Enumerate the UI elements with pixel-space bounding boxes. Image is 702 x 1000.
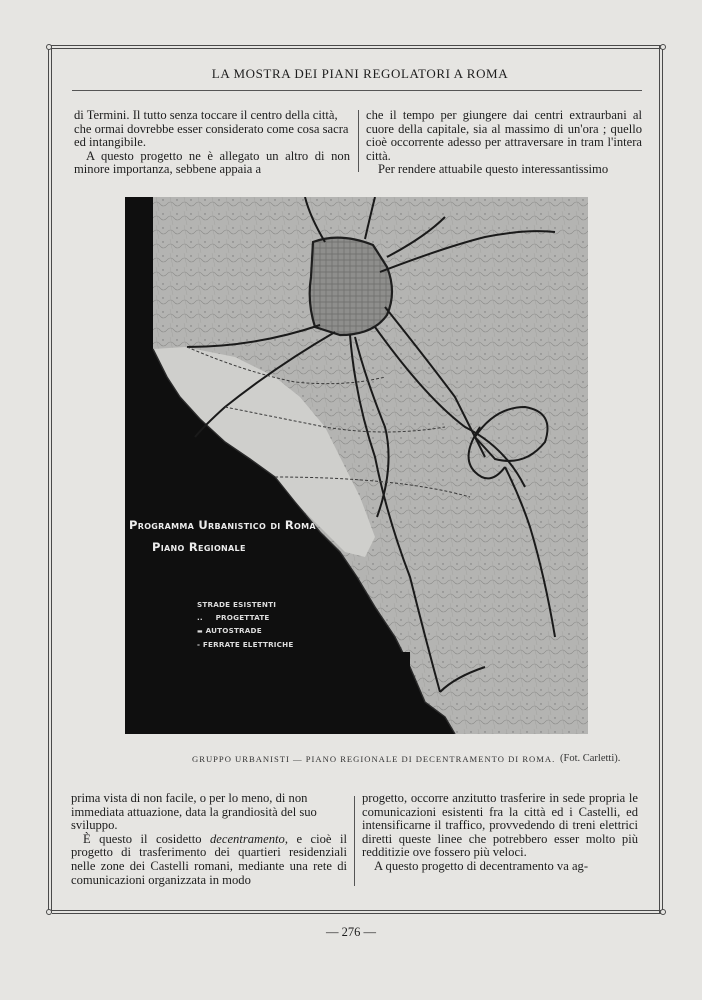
paragraph: che il tempo per giungere dai centri extraurbani al cuore della capitale, sia al massimo di un'ora ; quello cioè occorrente adesso per attraversare in tram l'intera città.	[366, 108, 642, 163]
top-left-column	[74, 109, 350, 177]
frame-bottom-rule	[52, 910, 662, 911]
bottom-right-column	[362, 792, 638, 874]
text-run: È questo il cosidetto	[83, 831, 210, 846]
photo-credit: (Fot. Carletti).	[560, 753, 621, 764]
legend-item-existing-roads	[197, 600, 276, 609]
paragraph: progetto, occorre anzitutto trasferire in sede propria le comunicazioni esistenti fra la città ed i Castelli, ed intensificarne il traffico, provvedendo di treni elettrici diretti queste linee che potrebbero esser molto più redditizie ove fossero più veloci.	[362, 791, 638, 860]
regional-plan-map	[125, 197, 588, 734]
legend-label: FERRATE ELETTRICHE	[202, 640, 294, 649]
paragraph: di Termini. Il tutto senza toccare il centro della città, che ormai dovrebbe esser considerato come cosa sacra ed intangibile.	[74, 108, 349, 150]
header-rule	[72, 90, 642, 91]
legend-label: AUTOSTRADE	[205, 626, 262, 635]
italic-term: decentramento	[209, 831, 285, 846]
frame-corner-ornament	[46, 44, 52, 50]
paragraph: Per rendere attuabile questo interessantissimo	[378, 162, 609, 177]
legend-item-planned-roads	[197, 613, 270, 622]
bottom-left-column	[71, 792, 347, 887]
column-rule	[358, 110, 359, 172]
column-rule	[354, 796, 355, 886]
paragraph: prima vista di non facile, o per lo meno, di non immediata attuazione, data la grandiosità del suo sviluppo.	[71, 791, 317, 833]
map-title: Programma Urbanistico di Roma	[129, 518, 316, 532]
legend-marker: -	[197, 640, 201, 649]
page-number: — 276 —	[326, 925, 376, 939]
legend-label: STRADE ESISTENTI	[197, 600, 277, 609]
frame-top-rule-inner	[52, 48, 662, 49]
frame-top-rule	[52, 45, 662, 46]
map-drawing	[125, 197, 588, 734]
frame-right-rule-inner	[659, 45, 660, 913]
frame-left-rule-inner	[51, 45, 52, 913]
frame-corner-ornament	[660, 44, 666, 50]
frame-left-rule	[48, 45, 49, 913]
paragraph: A questo progetto ne è allegato un altro di non minore importanza, sebbene appaia a	[74, 148, 350, 177]
frame-bottom-rule-inner	[52, 913, 662, 914]
legend-label: PROGETTATE	[215, 613, 270, 622]
legend-marker: ..	[197, 613, 203, 622]
running-header: LA MOSTRA DEI PIANI REGOLATORI A ROMA	[211, 66, 509, 81]
top-right-column	[366, 109, 642, 177]
paragraph	[71, 833, 347, 887]
text-run: , e cioè il progetto di trasferimento dei quartieri residenziali nelle zone dei Castelli romani, mediante una rete di comunicazioni organizzata in modo	[71, 831, 347, 887]
legend-item-electric-railways	[197, 640, 293, 649]
frame-right-rule	[662, 45, 663, 913]
legend-marker: ▬	[197, 628, 203, 635]
frame-corner-ornament	[46, 909, 52, 915]
paragraph: A questo progetto di decentramento va ag-	[374, 858, 589, 873]
figure-caption: GRUPPO URBANISTI — PIANO REGIONALE DI DECENTRAMENTO DI ROMA.	[192, 754, 556, 764]
frame-corner-ornament	[660, 909, 666, 915]
map-subtitle: Piano Regionale	[152, 540, 246, 554]
legend-item-motorways	[197, 626, 262, 635]
